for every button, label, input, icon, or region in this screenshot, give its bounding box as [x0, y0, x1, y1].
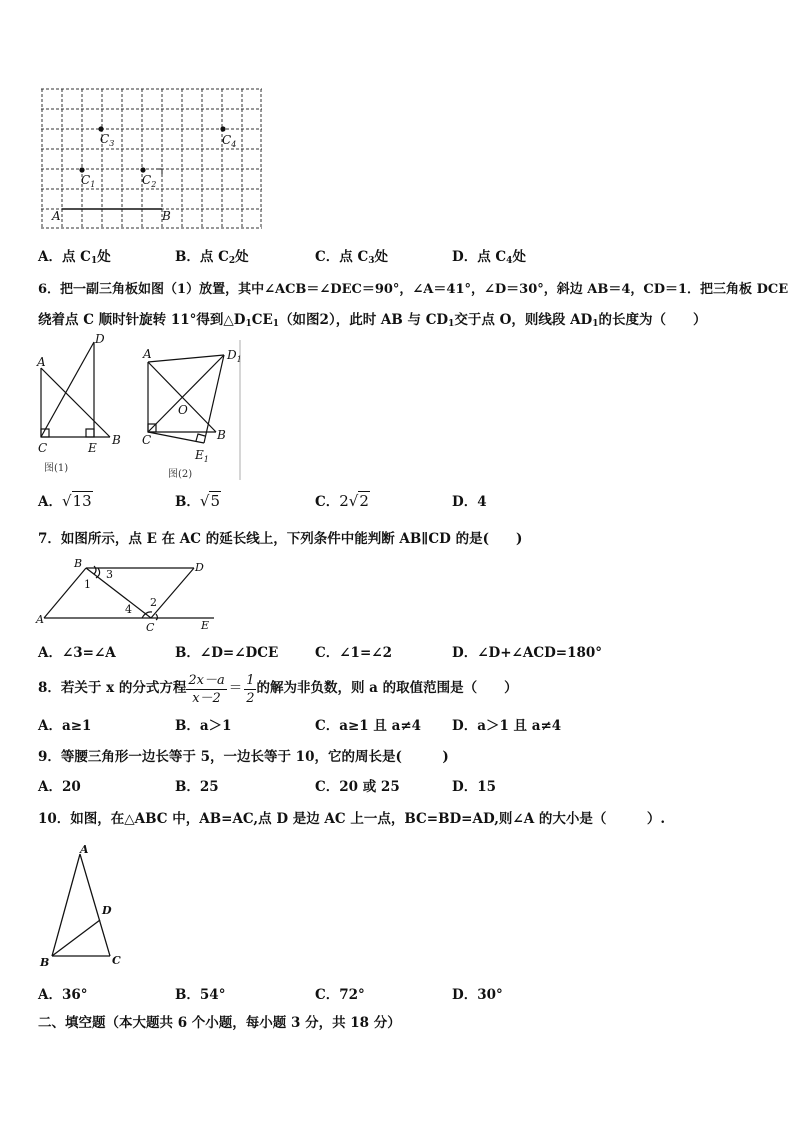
label-c2: $C_2$	[142, 173, 157, 189]
point-c1	[79, 167, 84, 172]
svg-text:D: D	[102, 904, 112, 917]
q9-option-b[interactable]: B．25	[175, 779, 219, 795]
q7-figure	[34, 556, 224, 636]
q5-option-a[interactable]: A．点 $C_1$处	[38, 249, 111, 266]
q9-option-a[interactable]: A．20	[38, 779, 81, 795]
q6-stem-line2: 绕着点 C 顺时针旋转 11°得到$\triangle D_1CE_1$（如图2），此时 AB 与 $CD_1$交于点 O，则线段 $AD_1$的长度为（ ）	[38, 312, 707, 329]
svg-text:D: D	[95, 332, 105, 346]
point-c3	[98, 126, 103, 131]
q6-figure-1	[34, 332, 130, 478]
q9-option-c[interactable]: C．20 或 25	[315, 779, 400, 795]
svg-text:D1: $D_1$	[227, 348, 242, 364]
svg-text:C: C	[112, 954, 121, 967]
q8-option-b[interactable]: B．a＞1	[175, 718, 232, 734]
svg-text:B: B	[74, 557, 83, 570]
q5-option-c[interactable]: C．点 $C_3$处	[315, 249, 388, 266]
q9-stem: 9．等腰三角形一边长等于 5，一边长等于 10，它的周长是( )	[38, 749, 449, 765]
q7-option-a[interactable]: A．∠3=∠A	[38, 645, 116, 661]
q10-stem: 10．如图，在△ABC 中，AB=AC,点 D 是边 AC 上一点，BC=BD=AD,则∠A 的大小是（ ）.	[38, 811, 666, 827]
label-a: A	[52, 209, 61, 223]
q5-grid-figure	[38, 86, 266, 232]
label-c3: $C_3$	[100, 132, 115, 148]
svg-text:4: 4	[125, 603, 132, 616]
q10-option-b[interactable]: B．54°	[175, 987, 226, 1003]
q5-option-d[interactable]: D．点 $C_4$处	[452, 249, 526, 266]
svg-text:A: A	[143, 347, 152, 361]
q10-option-c[interactable]: C．72°	[315, 987, 365, 1003]
svg-text:E: E	[88, 441, 97, 455]
q7-stem: 7．如图所示，点 E 在 AC 的延长线上，下列条件中能判断 AB∥CD 的是( )	[38, 531, 523, 547]
q6-option-c[interactable]: C．2√2	[315, 492, 369, 510]
svg-text:1: 1	[84, 578, 91, 591]
svg-text:2: 2	[150, 596, 157, 609]
svg-text:E1: $E_1$	[195, 448, 209, 464]
svg-text:B: B	[112, 433, 121, 447]
q8-option-a[interactable]: A．a≥1	[38, 718, 92, 734]
q10-option-d[interactable]: D．30°	[452, 987, 503, 1003]
svg-text:C: C	[146, 621, 155, 634]
svg-text:O: O	[178, 403, 188, 417]
q7-option-c[interactable]: C．∠1=∠2	[315, 645, 392, 661]
label-b: B	[162, 209, 171, 223]
point-c4	[220, 126, 225, 131]
fig1-caption: 图(1)	[44, 463, 69, 474]
svg-text:C: C	[142, 433, 152, 447]
point-c2	[140, 167, 145, 172]
q7-option-b[interactable]: B．∠D=∠DCE	[175, 645, 279, 661]
section-2-title: 二、填空题（本大题共 6 个小题，每小题 3 分，共 18 分）	[38, 1015, 401, 1031]
svg-text:B: B	[217, 428, 226, 442]
q6-option-a[interactable]: A．√13	[38, 492, 92, 510]
q8-stem: 8．若关于 x 的分式方程 $\frac{2x-a}{x-2}$ ＝ $\frac{1}{2}$ 的解为非负数，则 a 的取值范围是（ ）	[38, 672, 518, 706]
label-c1: $C_1$	[81, 173, 96, 189]
q7-option-d[interactable]: D．∠D+∠ACD=180°	[452, 645, 603, 661]
q5-option-b[interactable]: B．点 $C_2$处	[175, 249, 249, 266]
svg-text:D: D	[195, 561, 204, 574]
q10-figure	[36, 842, 136, 972]
q8-fraction-rhs: $\frac{1}{2}$	[246, 672, 255, 706]
svg-text:C: C	[38, 441, 48, 455]
svg-text:A: A	[80, 843, 89, 856]
q6-figure-2	[138, 340, 250, 484]
q8-option-d[interactable]: D．a＞1 且 a≠4	[452, 718, 562, 734]
svg-text:A: A	[37, 355, 46, 369]
label-c4: $C_4$	[222, 133, 237, 149]
q10-option-a[interactable]: A．36°	[38, 987, 88, 1003]
q6-stem-line1: 6．把一副三角板如图（1）放置，其中∠ACB＝∠DEC＝90°，∠A＝41°，∠D＝30°，斜边 AB＝4，CD＝1．把三角板 DCE	[38, 282, 789, 297]
q6-option-b[interactable]: B．√5	[175, 492, 221, 510]
fig2-caption: 图(2)	[168, 469, 193, 480]
svg-text:B: B	[40, 956, 50, 969]
q8-option-c[interactable]: C．a≥1 且 a≠4	[315, 718, 422, 734]
q9-option-d[interactable]: D．15	[452, 779, 496, 795]
q8-fraction-lhs: $\frac{2x-a}{x-2}$	[188, 672, 225, 706]
svg-text:3: 3	[106, 568, 113, 581]
svg-text:E: E	[201, 619, 210, 632]
q6-option-d[interactable]: D．4	[452, 494, 487, 510]
svg-text:A: A	[36, 613, 44, 626]
